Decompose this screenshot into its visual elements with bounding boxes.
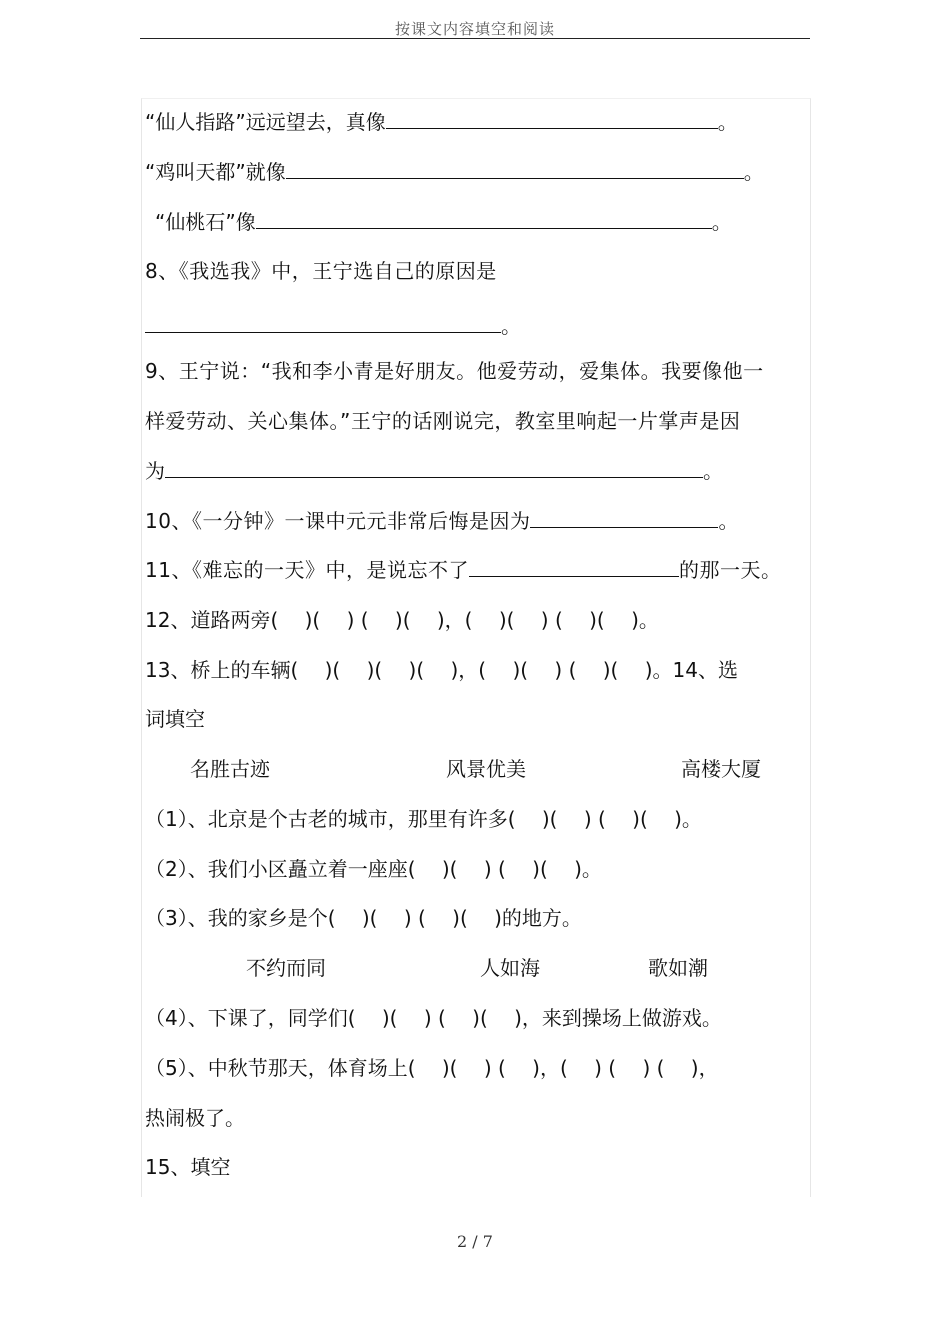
q9-blank[interactable] bbox=[165, 459, 703, 478]
word-bank-2-item-2: 人如海 bbox=[480, 956, 540, 980]
word-bank-1-item-1: 名胜古迹 bbox=[190, 757, 270, 781]
q11-blank[interactable] bbox=[469, 558, 679, 577]
q11-line bbox=[145, 558, 781, 582]
q13-line-2: 词填空 bbox=[145, 707, 205, 731]
q7-c-end: 。 bbox=[711, 210, 732, 234]
q10-blank[interactable] bbox=[530, 509, 718, 528]
q7-c-prefix: “仙桃石”像 bbox=[155, 210, 256, 234]
q8-end: 。 bbox=[501, 314, 521, 338]
word-bank-2-item-1: 不约而同 bbox=[246, 956, 326, 980]
q11-suffix: 的那一天。 bbox=[678, 558, 782, 582]
q10-end: 。 bbox=[718, 509, 739, 533]
word-bank-1-item-3: 高楼大厦 bbox=[681, 757, 761, 781]
header-rule bbox=[140, 38, 810, 39]
q13-line-1: 13、桥上的车辆( )( )( )( )，( )( ) ( )( )。14、选 bbox=[145, 658, 738, 682]
q7-line-a bbox=[145, 110, 738, 134]
q14-sentence-5: （5）、中秋节那天，体育场上( )( ) ( )，( ) ( ) ( )， bbox=[145, 1056, 719, 1080]
q9-end: 。 bbox=[703, 459, 723, 483]
q7-b-prefix: “鸡叫天都”就像 bbox=[145, 160, 286, 184]
q9-line-3-prefix: 为 bbox=[145, 459, 165, 483]
header-title: 按课文内容填空和阅读 bbox=[394, 20, 555, 38]
q12-line: 12、道路两旁( )( ) ( )( )，( )( ) ( )( )。 bbox=[145, 608, 659, 632]
q7-b-blank[interactable] bbox=[286, 160, 744, 179]
q9-line-2: 样爱劳动、关心集体。”王宁的话刚说完，教室里响起一片掌声是因 bbox=[145, 409, 741, 433]
q7-b-end: 。 bbox=[743, 160, 764, 184]
q7-a-end: 。 bbox=[717, 110, 738, 134]
q15-heading: 15、填空 bbox=[145, 1155, 231, 1179]
q7-c-blank[interactable] bbox=[256, 210, 712, 229]
q10-prefix: 10、《一分钟》一课中元元非常后悔是因为 bbox=[145, 509, 531, 533]
q14-sentence-1: （1）、北京是个古老的城市，那里有许多( )( ) ( )( )。 bbox=[145, 807, 702, 831]
q8-question: 8、《我选我》中，王宁选自己的原因是 bbox=[145, 259, 497, 283]
q14-sentence-2: （2）、我们小区矗立着一座座( )( ) ( )( )。 bbox=[145, 857, 602, 881]
q8-answer-line bbox=[145, 314, 521, 338]
q14-sentence-4: （4）、下课了，同学们( )( ) ( )( )，来到操场上做游戏。 bbox=[145, 1006, 722, 1030]
q7-line-b bbox=[145, 160, 764, 184]
q9-line-1: 9、王宁说：“我和李小青是好朋友。他爱劳动，爱集体。我要像他一 bbox=[145, 359, 764, 383]
q14-sentence-5-cont: 热闹极了。 bbox=[145, 1106, 245, 1130]
q8-blank[interactable] bbox=[145, 314, 501, 333]
q10-line bbox=[145, 509, 739, 533]
q14-sentence-3: （3）、我的家乡是个( )( ) ( )( )的地方。 bbox=[145, 906, 582, 930]
q9-line-3 bbox=[145, 459, 723, 483]
q7-a-blank[interactable] bbox=[386, 110, 718, 129]
word-bank-2-item-3: 歌如潮 bbox=[648, 956, 708, 980]
page-number: 2 / 7 bbox=[457, 1232, 493, 1251]
q7-line-c bbox=[155, 210, 732, 234]
q11-prefix: 11、《难忘的一天》中，是说忘不了 bbox=[145, 558, 469, 582]
q7-a-prefix: “仙人指路”远远望去，真像 bbox=[145, 110, 386, 134]
word-bank-1-item-2: 风景优美 bbox=[446, 757, 526, 781]
